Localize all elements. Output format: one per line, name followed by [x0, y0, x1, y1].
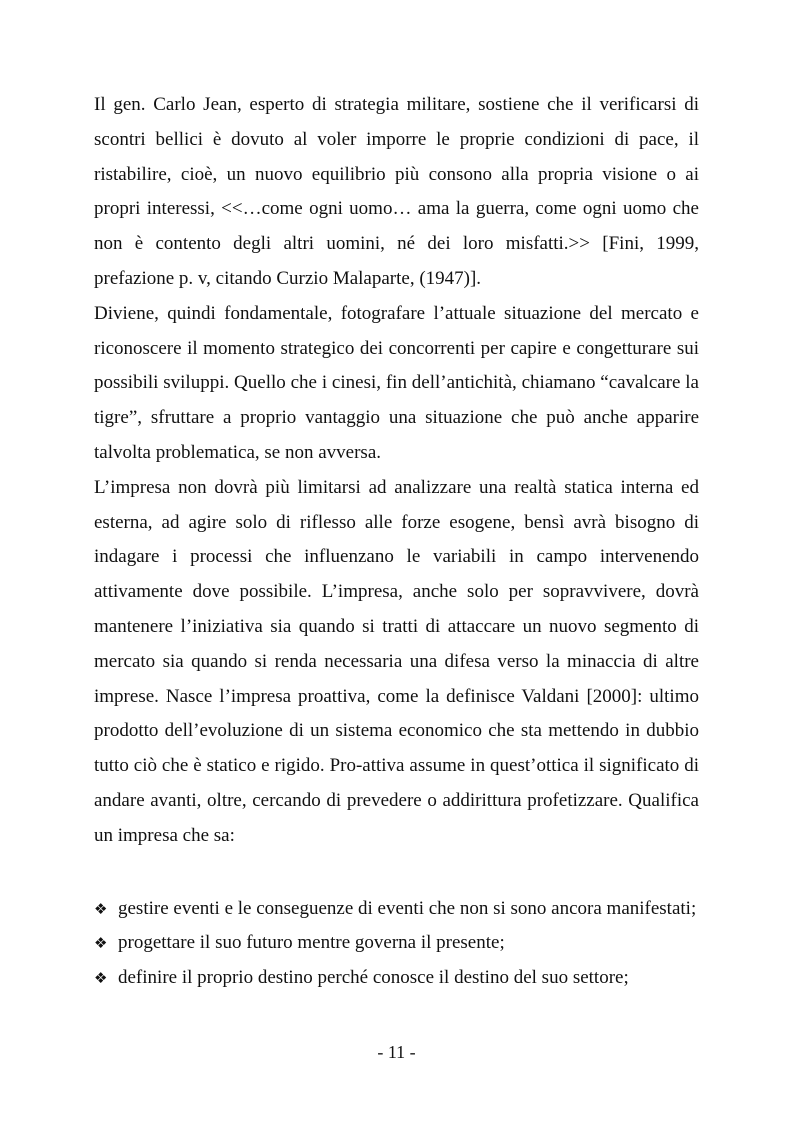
list-item-text: progettare il suo futuro mentre governa il presente; [118, 932, 505, 954]
list-item-text: definire il proprio destino perché conosce il destino del suo settore; [118, 967, 629, 989]
list-item [94, 892, 699, 927]
diamond-bullet-icon: ❖ [94, 934, 108, 953]
bullet-list [94, 892, 699, 996]
document-body [94, 88, 699, 996]
list-item [94, 926, 699, 961]
page-number: - 11 - [377, 1042, 416, 1062]
diamond-bullet-icon: ❖ [94, 969, 108, 988]
paragraph-3: L’impresa non dovrà più limitarsi ad analizzare una realtà statica interna ed esterna, ad agire solo di riflesso alle forze esogene, bensì avrà bisogno di indagare i processi che influenzano le variabili in campo intervenendo attivamente dove possibile. L’impresa, anche solo per sopravvivere, dovrà mantenere l’iniziativa sia quando si tratti di attaccare un nuovo segmento di mercato sia quando si renda necessaria una difesa verso la minaccia di altre imprese. Nasce l’impresa proattiva, come la definisce Valdani [2000]: ultimo prodotto dell’evoluzione di un sistema economico che sta mettendo in dubbio tutto ciò che è statico e rigido. Pro-attiva assume in quest’ottica il significato di andare avanti, oltre, cercando di prevedere o addirittura profetizzare. Qualifica un impresa che sa: [94, 476, 699, 846]
diamond-bullet-icon: ❖ [94, 899, 108, 918]
paragraph-1: Il gen. Carlo Jean, esperto di strategia militare, sostiene che il verificarsi di scontri bellici è dovuto al voler imporre le proprie condizioni di pace, il ristabilire, cioè, un nuovo equilibrio più consono alla propria visione o ai propri interessi, <<…come ogni uomo… ama la guerra, come ogni uomo che non è contento degli altri uomini, né dei loro misfatti.>> [Fini, 1999, prefazione p. v, citando Curzio Malaparte, (1947)]. [94, 94, 699, 289]
list-item-text: gestire eventi e le conseguenze di eventi che non si sono ancora manifestati; [118, 897, 697, 919]
list-item [94, 961, 699, 996]
paragraph-2: Diviene, quindi fondamentale, fotografare l’attuale situazione del mercato e riconoscere il momento strategico dei concorrenti per capire e congetturare sui possibili sviluppi. Quello che i cinesi, fin dell’antichità, chiamano “cavalcare la tigre”, sfruttare a proprio vantaggio una situazione che può anche apparire talvolta problematica, se non avversa. [94, 302, 699, 463]
